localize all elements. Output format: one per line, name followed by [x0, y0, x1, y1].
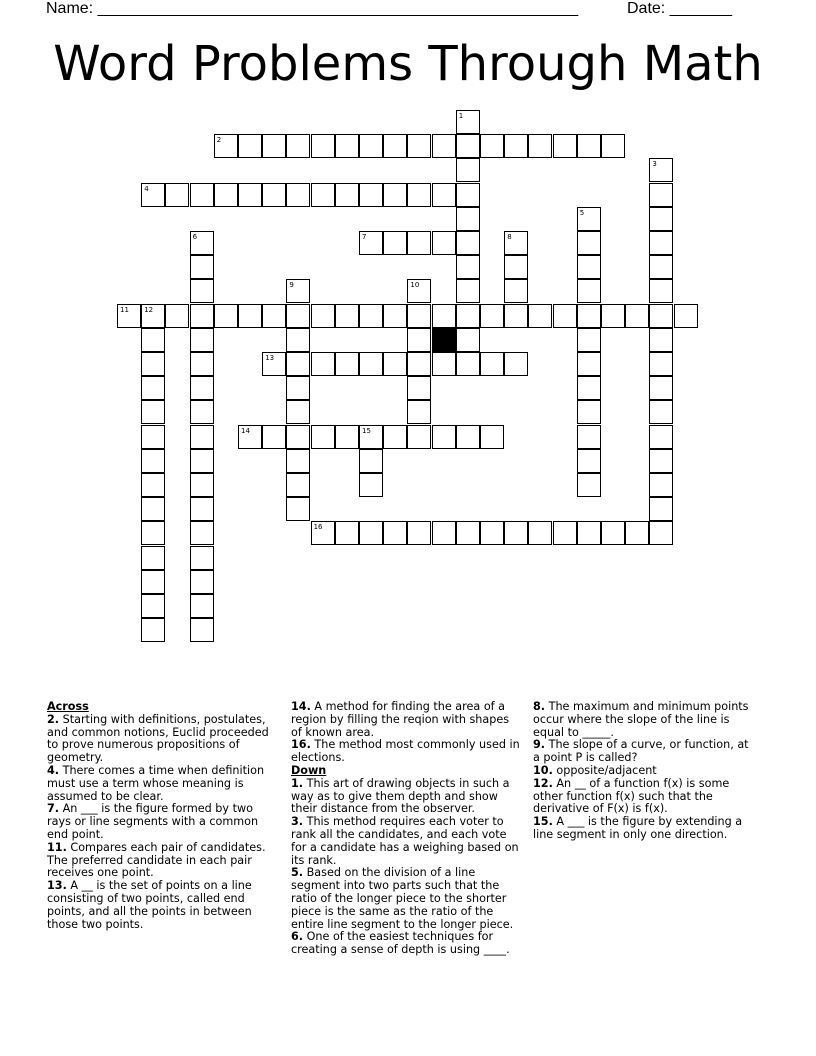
grid-cell[interactable]: [432, 352, 456, 376]
clue-number: 3: [652, 160, 657, 169]
grid-cell[interactable]: [407, 328, 431, 352]
clue-number: 5: [579, 208, 585, 217]
grid-cell[interactable]: [504, 521, 528, 545]
grid-cell[interactable]: [649, 497, 673, 521]
grid-cell[interactable]: [407, 304, 431, 328]
across-heading: Across: [47, 700, 89, 713]
grid-cell[interactable]: [504, 352, 528, 376]
grid-cell[interactable]: [456, 328, 480, 352]
grid-cell[interactable]: [214, 183, 238, 207]
grid-cell[interactable]: [359, 473, 383, 497]
clue-down-6: 6. One of the easiest techniques for creating a sense of depth is using ____.: [291, 930, 510, 957]
grid-cell[interactable]: [456, 425, 480, 449]
grid-cell[interactable]: [190, 328, 214, 352]
grid-cell[interactable]: [165, 183, 189, 207]
grid-cell[interactable]: [649, 376, 673, 400]
grid-cell[interactable]: [456, 207, 480, 231]
grid-cell[interactable]: [190, 497, 214, 521]
grid-cell[interactable]: [190, 255, 214, 279]
grid-cell[interactable]: [577, 255, 601, 279]
grid-cell[interactable]: [383, 231, 407, 255]
grid-cell[interactable]: [432, 231, 456, 255]
grid-cell[interactable]: [286, 473, 310, 497]
grid-cell[interactable]: [141, 425, 165, 449]
grid-cell[interactable]: [649, 473, 673, 497]
grid-cell[interactable]: [238, 183, 262, 207]
grid-cell[interactable]: [141, 183, 165, 207]
grid-cell[interactable]: [190, 231, 214, 255]
clue-number: 4: [144, 184, 149, 193]
grid-cell[interactable]: [359, 521, 383, 545]
clue-number: 6: [192, 233, 198, 241]
clue-number: 11: [120, 305, 129, 314]
grid-cell[interactable]: [456, 183, 480, 207]
grid-cell[interactable]: [577, 207, 601, 231]
grid-cell[interactable]: [407, 279, 431, 303]
grid-cell[interactable]: [141, 376, 165, 400]
grid-cell[interactable]: [480, 304, 504, 328]
grid-cell[interactable]: [141, 352, 165, 376]
grid-cell[interactable]: [383, 352, 407, 376]
grid-cell[interactable]: [335, 134, 359, 158]
grid-cell[interactable]: [141, 546, 165, 570]
grid-cell[interactable]: [432, 134, 456, 158]
grid-cell[interactable]: [407, 400, 431, 424]
grid-cell[interactable]: [553, 521, 577, 545]
grid-cell[interactable]: [190, 473, 214, 497]
grid-cell[interactable]: [649, 304, 673, 328]
grid-cell[interactable]: [649, 183, 673, 207]
grid-cell[interactable]: [649, 158, 673, 182]
grid-cell[interactable]: [504, 279, 528, 303]
clue-across-16: 16. The method most commonly used in elections.: [291, 738, 520, 765]
grid-cell[interactable]: [141, 304, 165, 328]
grid-cell[interactable]: [577, 473, 601, 497]
grid-cell[interactable]: [190, 304, 214, 328]
grid-cell[interactable]: [286, 400, 310, 424]
clue-number: 15: [362, 426, 371, 435]
grid-cell[interactable]: [577, 425, 601, 449]
grid-cell[interactable]: [577, 400, 601, 424]
grid-cell[interactable]: [407, 183, 431, 207]
grid-cell[interactable]: [504, 231, 528, 255]
grid-cell[interactable]: [528, 521, 552, 545]
grid-cell[interactable]: [335, 183, 359, 207]
grid-cell[interactable]: [335, 425, 359, 449]
grid-cell[interactable]: [407, 134, 431, 158]
clue-down-5: 5. Based on the division of a line segment into two parts such that the ratio of the longer piece to the shorter piece is the same as the ratio of the entire line segment to the longer piece.: [291, 866, 514, 931]
grid-cell[interactable]: [649, 352, 673, 376]
grid-cell[interactable]: [286, 304, 310, 328]
grid-cell[interactable]: [190, 570, 214, 594]
grid-cell[interactable]: [359, 449, 383, 473]
clue-across-14: 14. A method for finding the area of a region by filling the reqion with shapes of known area.: [291, 700, 510, 739]
grid-cell[interactable]: [601, 134, 625, 158]
grid-cell[interactable]: [553, 304, 577, 328]
grid-cell[interactable]: [335, 352, 359, 376]
grid-cell[interactable]: [214, 304, 238, 328]
grid-cell[interactable]: [190, 279, 214, 303]
grid-cell[interactable]: [190, 425, 214, 449]
grid-cell[interactable]: [190, 449, 214, 473]
grid-cell[interactable]: [577, 279, 601, 303]
grid-cell[interactable]: [286, 279, 310, 303]
grid-cell[interactable]: [190, 618, 214, 642]
grid-cell[interactable]: [141, 497, 165, 521]
clue-across-7: 7. An ___ is the figure formed by two rays or line segments with a common end point.: [47, 802, 259, 841]
grid-cell[interactable]: [286, 497, 310, 521]
clue-number: 9: [289, 281, 294, 290]
clue-down-15: 15. A ___ is the figure by extending a line segment in only one direction.: [533, 815, 743, 841]
grid-cell[interactable]: [625, 304, 649, 328]
grid-cell[interactable]: [359, 425, 383, 449]
page-title: Word Problems Through Math: [53, 36, 763, 92]
grid-cell[interactable]: [141, 618, 165, 642]
grid-cell[interactable]: [311, 183, 335, 207]
grid-cell[interactable]: [311, 425, 335, 449]
clue-down-12: 12. An __ of a function f(x) is some other function f(x) such that the derivative of F(x) is f(x).: [533, 776, 730, 816]
grid-cell[interactable]: [238, 134, 262, 158]
grid-cell[interactable]: [286, 425, 310, 449]
clue-number: 1: [458, 112, 464, 120]
grid-cell[interactable]: [286, 183, 310, 207]
grid-cell[interactable]: [456, 231, 480, 255]
clue-across-11: 11. Compares each pair of candidates. The preferred candidate in each pair receives one point.: [47, 840, 266, 880]
grid-cell[interactable]: [649, 521, 673, 545]
clue-down-10: 10. opposite/adjacent: [533, 763, 657, 777]
grid-cell[interactable]: [190, 183, 214, 207]
grid-cell[interactable]: [407, 376, 431, 400]
clue-across-4: 4. There comes a time when definition must use a term whose meaning is assumed to be clear.: [47, 763, 265, 803]
grid-cell[interactable]: [262, 183, 286, 207]
clue-number: 7: [362, 233, 367, 241]
grid-cell[interactable]: [480, 425, 504, 449]
grid-cell[interactable]: [359, 183, 383, 207]
clue-across-13: 13. A __ is the set of points on a line consisting of two points, called end points, and all the points in between those two points.: [47, 879, 252, 931]
grid-cell[interactable]: [190, 594, 214, 618]
grid-cell[interactable]: [432, 304, 456, 328]
grid-cell[interactable]: [649, 449, 673, 473]
clue-number: 13: [265, 354, 275, 362]
clue-down-1: 1. This art of drawing objects in such a way as to give them depth and show their distance from the observer.: [291, 776, 510, 816]
grid-cell[interactable]: [504, 255, 528, 279]
grid-cell[interactable]: [359, 304, 383, 328]
grid-cell[interactable]: [383, 425, 407, 449]
grid-cell[interactable]: [674, 304, 698, 328]
grid-cell[interactable]: [577, 231, 601, 255]
grid-cell[interactable]: [480, 134, 504, 158]
grid-cell[interactable]: [649, 255, 673, 279]
grid-cell[interactable]: [383, 304, 407, 328]
grid-cell[interactable]: [214, 134, 238, 158]
clue-number: 8: [507, 233, 512, 241]
grid-cell[interactable]: [141, 473, 165, 497]
grid-cell[interactable]: [553, 134, 577, 158]
clue-number: 16: [313, 523, 323, 532]
clue-down-8: 8. The maximum and minimum points occur where the slope of the line is equal to _____.: [533, 700, 749, 739]
grid-cell[interactable]: [456, 352, 480, 376]
grid-cell[interactable]: [190, 521, 214, 545]
grid-cell[interactable]: [335, 304, 359, 328]
clue-number: 12: [144, 305, 154, 314]
black-square: [432, 328, 456, 352]
grid-cell[interactable]: [577, 304, 601, 328]
grid-cell[interactable]: [456, 521, 480, 545]
grid-cell[interactable]: [456, 110, 480, 134]
clues-column-2: [291, 701, 521, 957]
grid-cell[interactable]: [383, 134, 407, 158]
clue-down-3: 3. This method requires each voter to rank all the candidates, and each vote for a candidate has a weighing based on its rank.: [291, 815, 519, 867]
clue-across-2: 2. Starting with definitions, postulates, and common notions, Euclid proceeded to prove numerous propositions of geometry.: [47, 712, 269, 765]
grid-cell[interactable]: [456, 158, 480, 182]
grid-cell[interactable]: [504, 134, 528, 158]
grid-cell[interactable]: [480, 521, 504, 545]
grid-cell[interactable]: [528, 304, 552, 328]
grid-cell[interactable]: [577, 328, 601, 352]
grid-cell[interactable]: [262, 304, 286, 328]
grid-cell[interactable]: [577, 449, 601, 473]
grid-cell[interactable]: [456, 255, 480, 279]
clues-column-3: [533, 701, 755, 842]
grid-cell[interactable]: [456, 304, 480, 328]
grid-cell[interactable]: [456, 279, 480, 303]
grid-cell[interactable]: [383, 183, 407, 207]
grid-cell[interactable]: [649, 425, 673, 449]
grid-cell[interactable]: [432, 521, 456, 545]
grid-cell[interactable]: [577, 352, 601, 376]
grid-cell[interactable]: [625, 521, 649, 545]
name-field-label: Name: ______________________________________________________: [46, 0, 579, 17]
clue-number: 14: [241, 426, 250, 435]
grid-cell[interactable]: [456, 134, 480, 158]
grid-cell[interactable]: [601, 521, 625, 545]
grid-cell[interactable]: [286, 328, 310, 352]
grid-cell[interactable]: [286, 352, 310, 376]
grid-cell[interactable]: [311, 134, 335, 158]
grid-cell[interactable]: [286, 449, 310, 473]
grid-cell[interactable]: [141, 594, 165, 618]
grid-cell[interactable]: [335, 521, 359, 545]
grid-cell[interactable]: [286, 134, 310, 158]
grid-cell[interactable]: [190, 376, 214, 400]
grid-cell[interactable]: [649, 400, 673, 424]
clue-number: 2: [216, 136, 222, 145]
grid-cell[interactable]: [311, 304, 335, 328]
grid-cell[interactable]: [141, 449, 165, 473]
grid-cell[interactable]: [311, 521, 335, 545]
grid-cell[interactable]: [649, 279, 673, 303]
grid-cell[interactable]: [141, 400, 165, 424]
down-heading: Down: [291, 763, 327, 777]
grid-cell[interactable]: [649, 231, 673, 255]
grid-cell[interactable]: [190, 352, 214, 376]
grid-cell[interactable]: [165, 304, 189, 328]
grid-cell[interactable]: [528, 134, 552, 158]
grid-cell[interactable]: [577, 521, 601, 545]
clues-column-1: [47, 701, 275, 931]
grid-cell[interactable]: [262, 134, 286, 158]
grid-cell[interactable]: [190, 400, 214, 424]
grid-cell[interactable]: [407, 231, 431, 255]
grid-cell[interactable]: [359, 134, 383, 158]
grid-cell[interactable]: [238, 425, 262, 449]
grid-cell[interactable]: [190, 546, 214, 570]
grid-cell[interactable]: [407, 425, 431, 449]
grid-cell[interactable]: [286, 376, 310, 400]
grid-cell[interactable]: [141, 570, 165, 594]
grid-cell[interactable]: [262, 352, 286, 376]
grid-cell[interactable]: [311, 352, 335, 376]
grid-cell[interactable]: [577, 134, 601, 158]
grid-cell[interactable]: [577, 376, 601, 400]
grid-cell[interactable]: [262, 425, 286, 449]
grid-cell[interactable]: [407, 352, 431, 376]
grid-cell[interactable]: [649, 328, 673, 352]
grid-cell[interactable]: [407, 521, 431, 545]
grid-cell[interactable]: [601, 304, 625, 328]
grid-cell[interactable]: [649, 207, 673, 231]
grid-cell[interactable]: [432, 425, 456, 449]
grid-cell[interactable]: [117, 304, 141, 328]
grid-cell[interactable]: [480, 352, 504, 376]
grid-cell[interactable]: [141, 521, 165, 545]
clue-down-9: 9. The slope of a curve, or function, at a point P is called?: [533, 738, 749, 765]
grid-cell[interactable]: [383, 521, 407, 545]
grid-cell[interactable]: [238, 304, 262, 328]
grid-cell[interactable]: [359, 231, 383, 255]
grid-cell[interactable]: [504, 304, 528, 328]
grid-cell[interactable]: [141, 328, 165, 352]
clue-number: 10: [410, 281, 420, 290]
grid-cell[interactable]: [359, 352, 383, 376]
grid-cell[interactable]: [432, 183, 456, 207]
date-field-label: Date: _______: [627, 0, 732, 17]
